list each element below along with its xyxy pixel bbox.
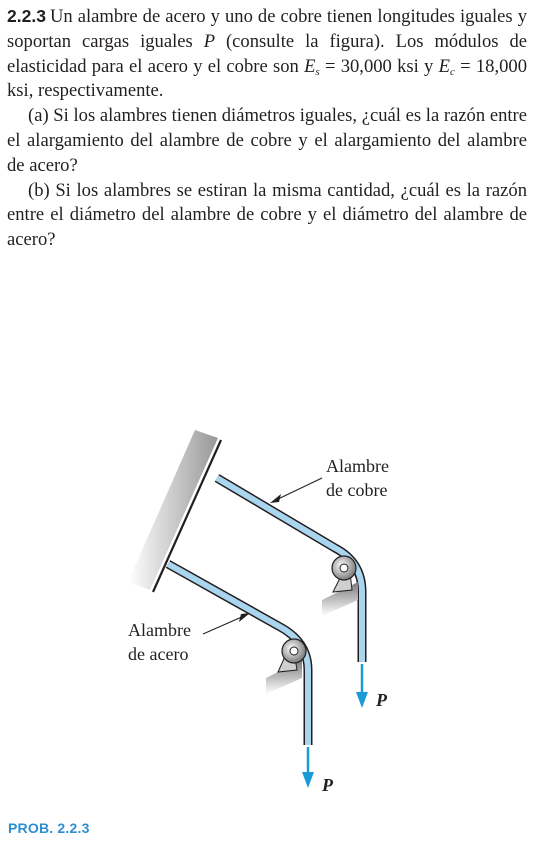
problem-caption: PROB. 2.2.3 (8, 820, 90, 836)
problem-number: 2.2.3 (7, 6, 46, 26)
part-a: (a) Si los alambres tienen diámetros iguales, ¿cuál es la razón entre el alargamiento del alambre de cobre y el alargamiento del alambre de acero? (7, 105, 527, 176)
copper-wire-label: Alambre de cobre (326, 456, 389, 500)
wire-figure (0, 420, 535, 820)
problem-intro: 2.2.3 Un alambre de acero y uno de cobre tienen longitudes iguales y soportan cargas iguales P (consulte la figura). Los módulos de elasticidad para el acero y el cobre son $E_s = 30,000$ ksi y $E_c = 18,000$ ksi, respectivamente. (7, 6, 528, 102)
problem-statement (7, 4, 527, 253)
copper-load-label: P (376, 690, 387, 710)
steel-pulley (266, 639, 306, 694)
copper-leader (270, 478, 322, 503)
part-b: (b) Si los alambres se estiran la misma cantidad, ¿cuál es la razón entre el diámetro del alambre de cobre y el diámetro del alambre de acero? (7, 179, 527, 251)
steel-load-arrow (302, 747, 314, 788)
steel-load-label: P (322, 775, 333, 795)
copper-pulley (322, 556, 358, 616)
steel-wire-label: Alambre de acero (128, 620, 191, 664)
steel-leader (203, 613, 250, 634)
copper-load-arrow (356, 664, 368, 708)
wire-diagram (0, 420, 535, 820)
